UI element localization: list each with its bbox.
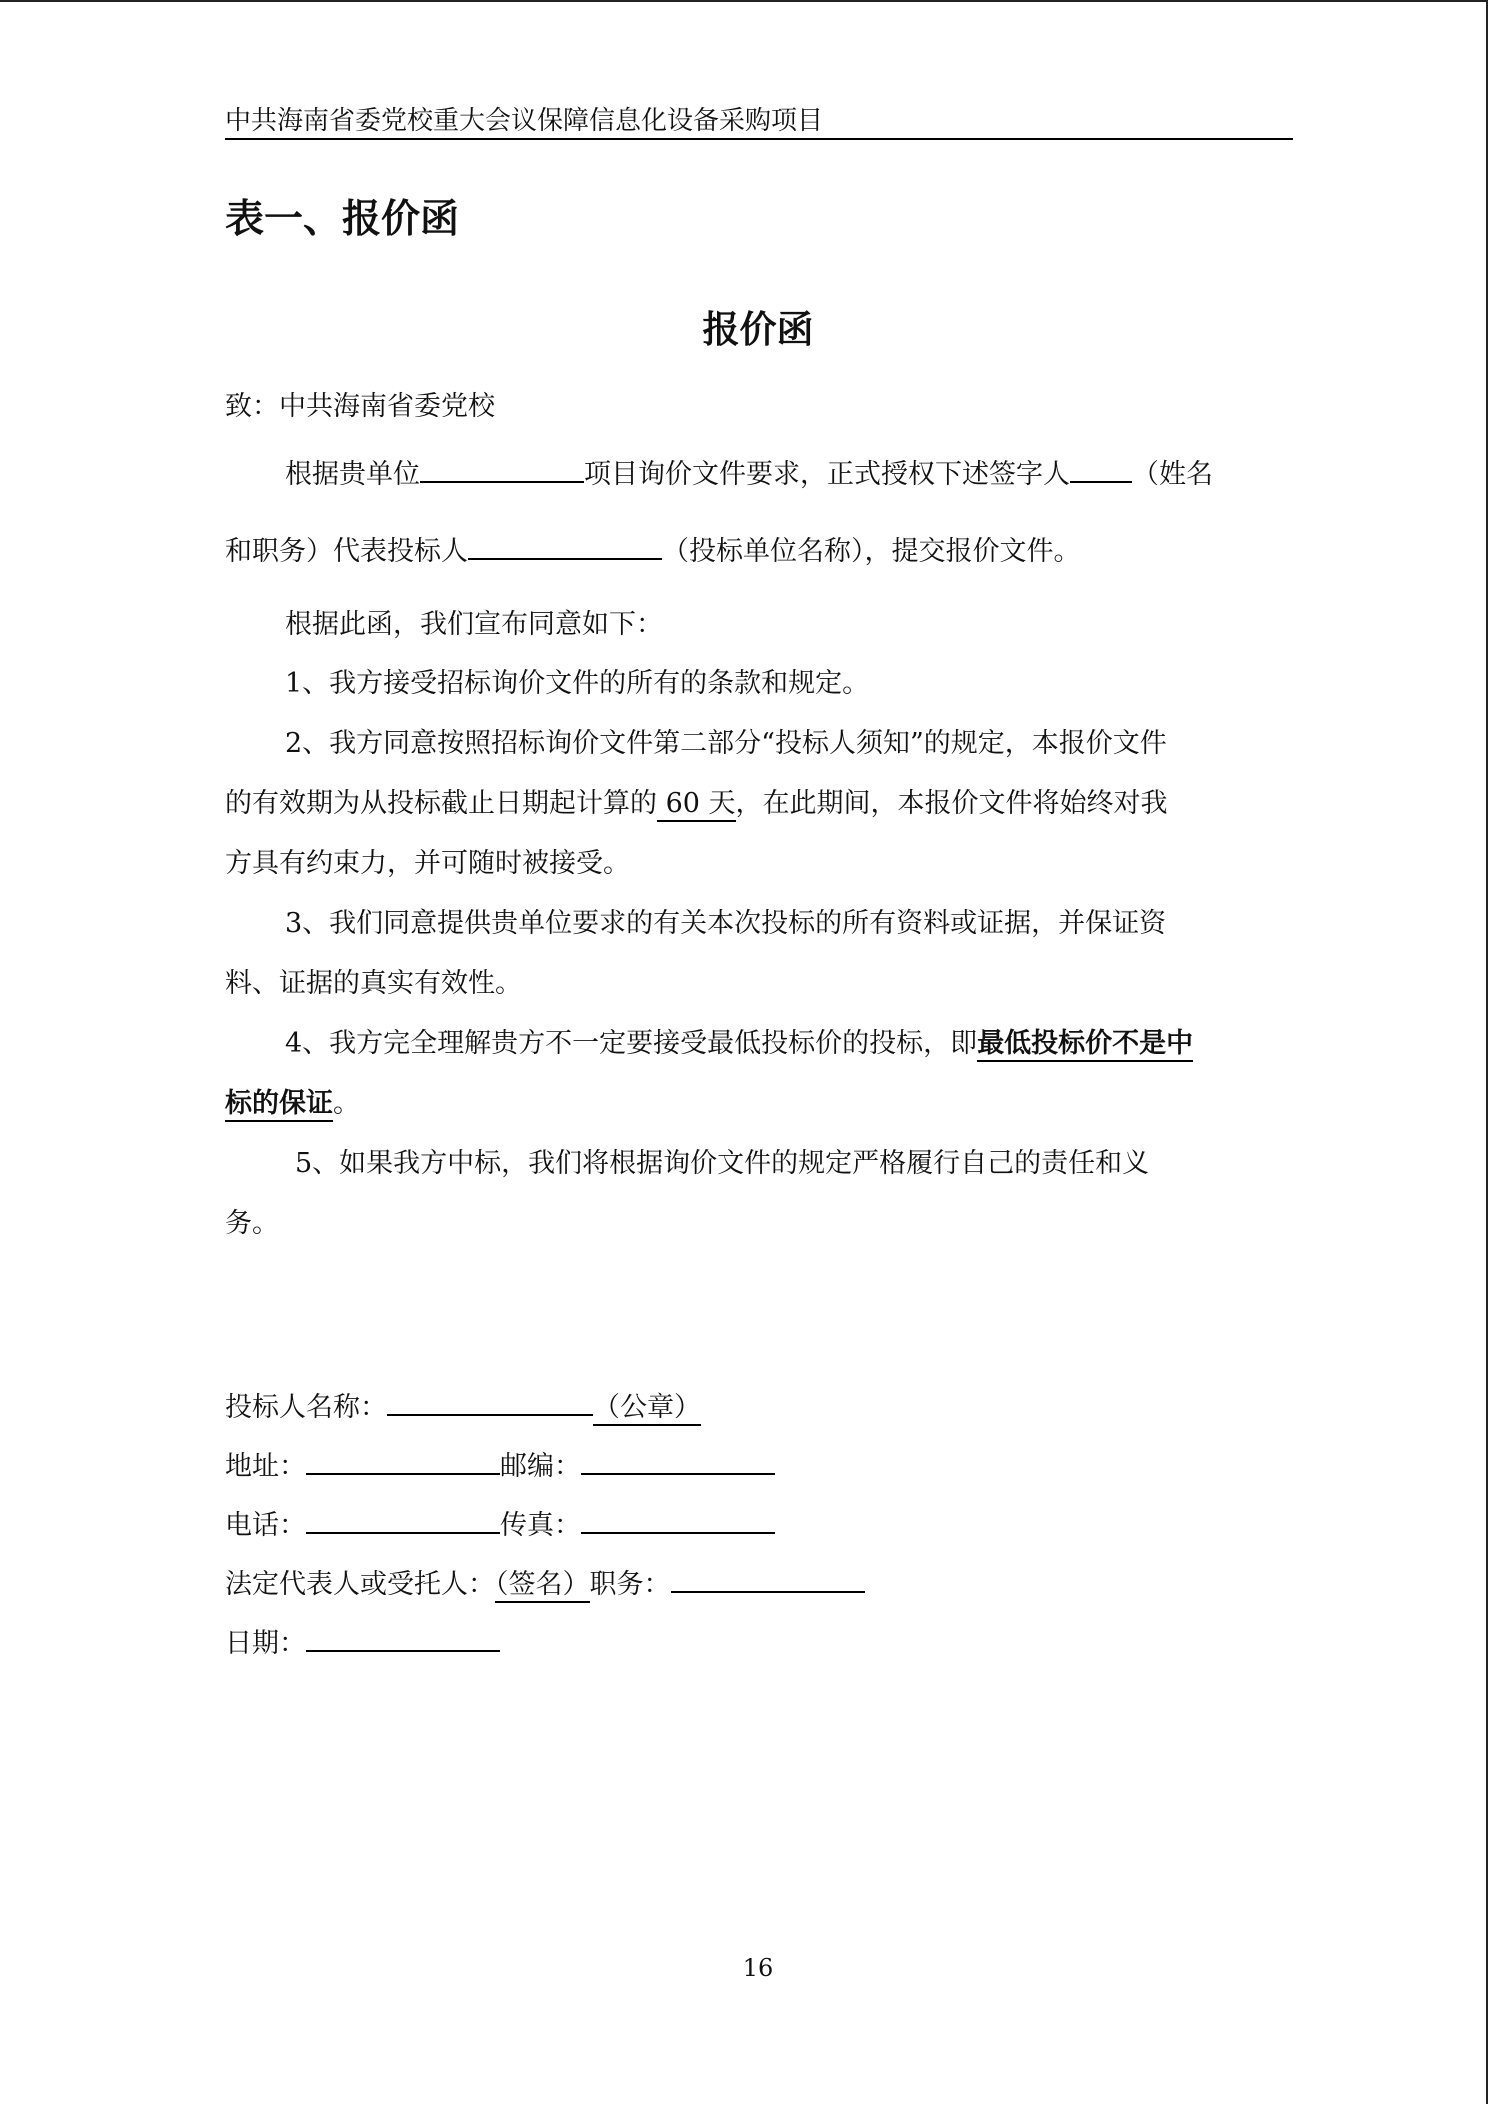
position-field[interactable]: [671, 1561, 865, 1593]
item-4-line-2: [225, 1084, 360, 1124]
date-row: [225, 1620, 500, 1664]
intro-line-2: [225, 528, 1081, 572]
representative-row: [225, 1561, 865, 1605]
item-2-line-1: 2、我方同意按照招标询价文件第二部分“投标人须知”的规定，本报价文件: [285, 728, 1167, 759]
item-4-emphasis-2: 标的保证: [225, 1088, 333, 1122]
bidder-name-row: [225, 1384, 701, 1428]
phone-row: [225, 1502, 775, 1546]
signatory-blank[interactable]: [1070, 451, 1132, 483]
intro-text-1: 根据贵单位: [285, 459, 420, 490]
item-5-line-2: 务。: [225, 1208, 279, 1239]
address-field[interactable]: [306, 1443, 500, 1475]
intro-text-4: 和职务）代表投标人: [225, 536, 468, 567]
intro-text-2: 项目询价文件要求，正式授权下述签字人: [584, 459, 1070, 490]
page-number: 16: [742, 1954, 774, 1982]
item-2-text-a: 的有效期为从投标截止日期起计算的: [225, 788, 657, 819]
item-2-line-3: 方具有约束力，并可随时被接受。: [225, 848, 630, 879]
item-1: 1、我方接受招标询价文件的所有的条款和规定。: [285, 668, 870, 699]
bidder-name-label: 投标人名称：: [225, 1392, 387, 1423]
document-title: 报价函: [702, 308, 814, 351]
declare-line: 根据此函，我们宣布同意如下：: [285, 609, 663, 640]
item-5-line-1: 5、如果我方中标，我们将根据询价文件的规定严格履行自己的责任和义: [295, 1148, 1150, 1179]
item-3-line-1: 3、我们同意提供贵单位要求的有关本次投标的所有资料或证据，并保证资: [285, 908, 1167, 939]
address-label: 地址：: [225, 1451, 306, 1482]
item-2-line-2: [225, 784, 1168, 824]
item-4-text-a: 4、我方完全理解贵方不一定要接受最低投标价的投标，即: [285, 1028, 978, 1059]
date-field[interactable]: [306, 1620, 500, 1652]
item-4-line-1: [285, 1024, 1193, 1064]
address-row: [225, 1443, 775, 1487]
phone-label: 电话：: [225, 1510, 306, 1541]
section-title: 表一、报价函: [225, 197, 460, 242]
running-header: [225, 104, 1293, 140]
header-title: 中共海南省委党校重大会议保障信息化设备采购项目: [225, 106, 824, 136]
item-3-line-2: 料、证据的真实有效性。: [225, 968, 522, 999]
bidder-unit-blank[interactable]: [468, 528, 662, 560]
postcode-field[interactable]: [581, 1443, 775, 1475]
position-label: 职务：: [589, 1569, 671, 1600]
project-name-blank[interactable]: [420, 451, 584, 483]
bidder-name-field[interactable]: [387, 1384, 593, 1416]
intro-text-5: （投标单位名称），提交报价文件。: [662, 536, 1081, 567]
item-4-emphasis-1: 最低投标价不是中: [977, 1028, 1193, 1062]
addressee: 致：中共海南省委党校: [225, 391, 495, 422]
item-4-text-end: 。: [333, 1088, 360, 1119]
intro-line-1: [285, 451, 1213, 495]
fax-label: 传真：: [500, 1510, 581, 1541]
item-2-text-b: ，在此期间，本报价文件将始终对我: [735, 788, 1168, 819]
representative-label: 法定代表人或受托人：: [225, 1569, 495, 1600]
intro-text-3: （姓名: [1132, 459, 1213, 490]
signature-label[interactable]: （签名）: [495, 1569, 590, 1603]
phone-field[interactable]: [306, 1502, 500, 1534]
validity-period: 60 天: [657, 788, 736, 822]
date-label: 日期：: [225, 1628, 306, 1659]
postcode-label: 邮编：: [500, 1451, 581, 1482]
seal-label: （公章）: [593, 1392, 701, 1426]
fax-field[interactable]: [581, 1502, 775, 1534]
